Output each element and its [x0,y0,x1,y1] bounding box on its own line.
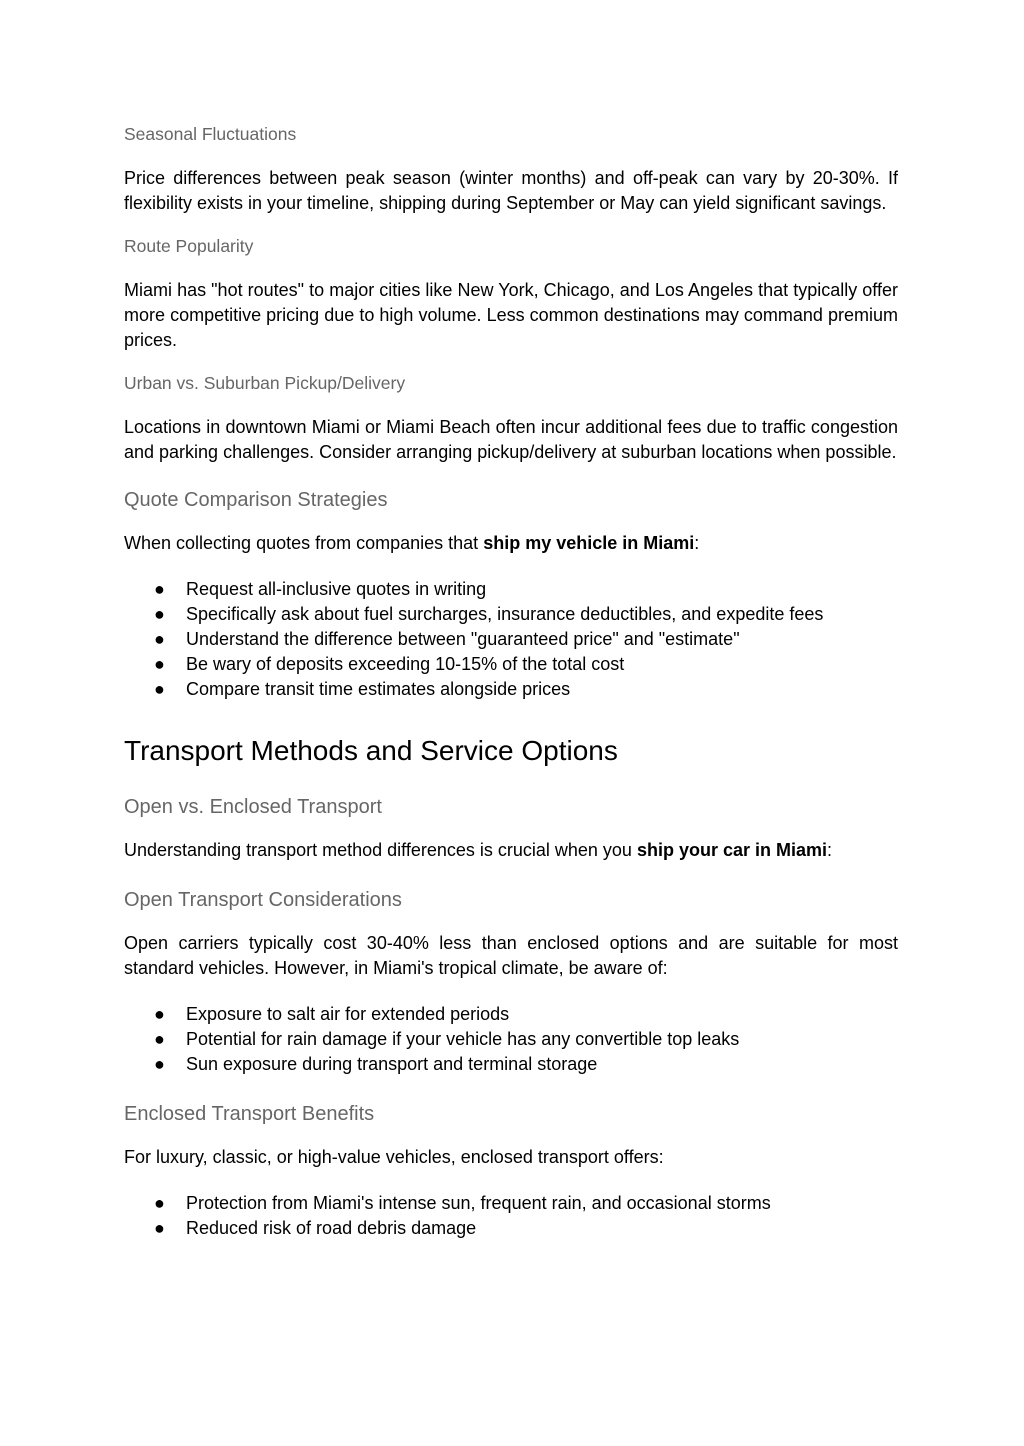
bullet-icon: ● [154,1029,165,1049]
paragraph-seasonal: Price differences between peak season (winter months) and off-peak can vary by 20-30%. If flexibility exists in your timeline, shipping during September or May can yield significant savings. [124,168,898,213]
bullet-icon: ● [154,1218,165,1238]
heading-route-popularity: Route Popularity [124,236,254,256]
list-item [124,1216,898,1241]
list-item-text: Protection from Miami's intense sun, frequent rain, and occasional storms [186,1193,771,1213]
list-item [124,1191,898,1216]
list-item [124,652,898,677]
list-item [124,1027,898,1052]
list-item-text: Exposure to salt air for extended periods [186,1004,510,1024]
list-item-text: Potential for rain damage if your vehicle has any convertible top leaks [186,1029,740,1049]
list-item-text: Sun exposure during transport and terminal storage [186,1054,598,1074]
list-item [124,1052,898,1077]
quote-intro-bold: ship my vehicle in Miami [483,533,695,553]
list-item-text: Compare transit time estimates alongside prices [186,679,571,699]
paragraph-route: Miami has "hot routes" to major cities like New York, Chicago, and Los Angeles that typically offer more competitive pricing due to high volume. Less common destinations may command premium prices. [124,280,898,350]
list-item-text: Specifically ask about fuel surcharges, insurance deductibles, and expedite fees [186,604,824,624]
quote-intro-post: : [694,533,700,553]
list-item-text: Understand the difference between "guaranteed price" and "estimate" [186,629,740,649]
list-item-text: Reduced risk of road debris damage [186,1218,477,1238]
bullet-icon: ● [154,679,165,699]
heading-urban-suburban: Urban vs. Suburban Pickup/Delivery [124,373,406,393]
paragraph-open-enclosed-intro [124,838,898,863]
bullet-icon: ● [154,629,165,649]
bullet-icon: ● [154,1193,165,1213]
list-item [124,677,898,702]
quote-bullet-list [124,577,898,702]
paragraph-enclosed-transport: For luxury, classic, or high-value vehicles, enclosed transport offers: [124,1147,664,1167]
open-enclosed-intro-bold: ship your car in Miami [636,840,827,860]
open-enclosed-intro-post: : [827,840,833,860]
heading-seasonal-fluctuations: Seasonal Fluctuations [124,124,297,144]
bullet-icon: ● [154,604,165,624]
heading-open-transport: Open Transport Considerations [124,889,402,911]
document-page [124,120,898,1241]
list-item [124,627,898,652]
list-item [124,602,898,627]
paragraph-quote-intro [124,531,898,556]
heading-transport-methods: Transport Methods and Service Options [124,735,618,766]
heading-open-vs-enclosed: Open vs. Enclosed Transport [124,796,382,818]
list-item-text: Be wary of deposits exceeding 10-15% of the total cost [186,654,625,674]
list-item [124,1002,898,1027]
quote-intro-pre: When collecting quotes from companies that [124,533,484,553]
list-item [124,577,898,602]
heading-enclosed-transport: Enclosed Transport Benefits [124,1103,375,1125]
bullet-icon: ● [154,654,165,674]
heading-quote-comparison: Quote Comparison Strategies [124,489,388,511]
bullet-icon: ● [154,1004,165,1024]
bullet-icon: ● [154,579,165,599]
open-enclosed-intro-pre: Understanding transport method differences is crucial when you [124,840,637,860]
open-bullet-list [124,1002,898,1077]
paragraph-urban: Locations in downtown Miami or Miami Beach often incur additional fees due to traffic congestion and parking challenges. Consider arranging pickup/delivery at suburban locations when possible. [124,417,898,462]
list-item-text: Request all-inclusive quotes in writing [186,579,487,599]
paragraph-open-transport: Open carriers typically cost 30-40% less than enclosed options and are suitable for most standard vehicles. However, in Miami's tropical climate, be aware of: [124,933,898,978]
enclosed-bullet-list [124,1191,898,1241]
bullet-icon: ● [154,1054,165,1074]
